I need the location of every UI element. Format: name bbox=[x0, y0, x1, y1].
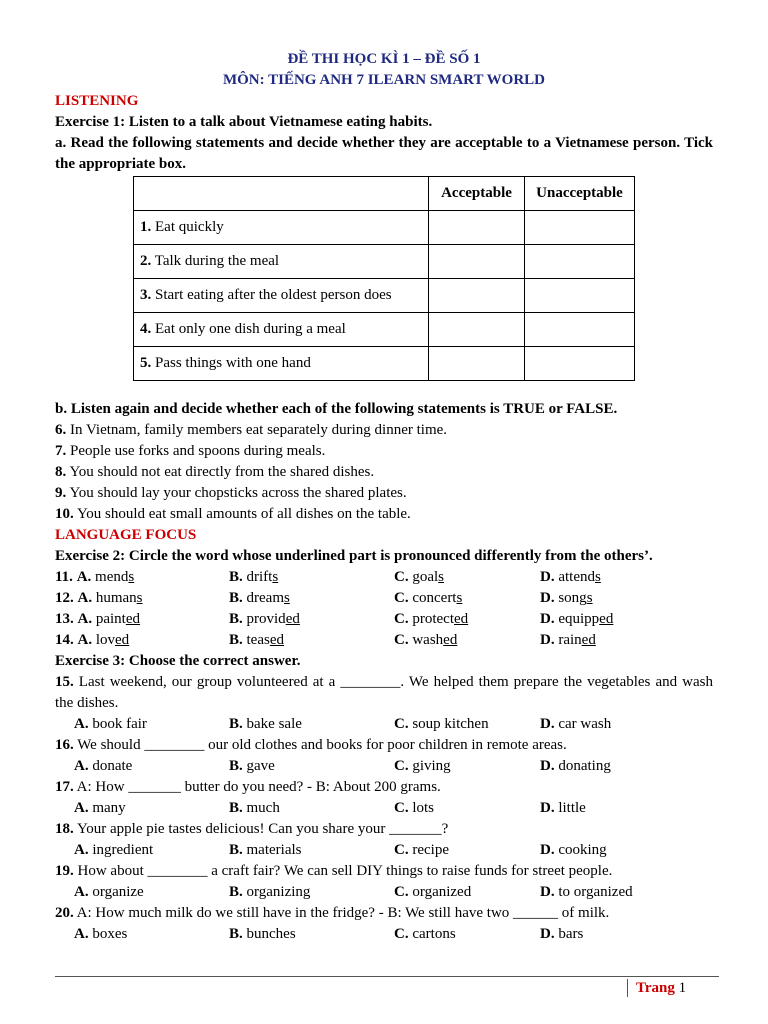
answer-option[interactable]: B. teased bbox=[229, 632, 285, 648]
answer-option[interactable]: D. little bbox=[540, 800, 586, 816]
unacceptable-box[interactable] bbox=[525, 211, 635, 245]
question-text: 20. A: How much milk do we still have in the fridge? - B: We still have two ______ of milk. bbox=[55, 905, 610, 921]
answer-row bbox=[55, 924, 713, 945]
answer-option[interactable]: C. soup kitchen bbox=[394, 716, 489, 732]
tick-table-header bbox=[134, 177, 635, 211]
exercise-2-list bbox=[55, 567, 713, 651]
answer-option[interactable]: D. to organized bbox=[540, 884, 633, 900]
exam-page bbox=[55, 0, 713, 945]
answer-row bbox=[55, 798, 713, 819]
answer-option[interactable]: C. goals bbox=[394, 569, 445, 585]
header-acceptable: Acceptable bbox=[429, 177, 525, 211]
unacceptable-box[interactable] bbox=[525, 313, 635, 347]
statement-item: 6. In Vietnam, family members eat separately during dinner time. bbox=[55, 422, 448, 438]
exercise-1b-instruction: b. Listen again and decide whether each of the following statements is TRUE or FALSE. bbox=[55, 401, 618, 417]
answer-option[interactable]: 13. A. painted bbox=[55, 611, 141, 627]
answer-option[interactable]: C. protected bbox=[394, 611, 469, 627]
answer-option[interactable]: A. book fair bbox=[74, 716, 147, 732]
exercise-3-title: Exercise 3: Choose the correct answer. bbox=[55, 653, 301, 669]
page-number: Trang 1 bbox=[636, 980, 687, 996]
statement-cell: 3. Start eating after the oldest person does bbox=[134, 279, 429, 313]
acceptable-box[interactable] bbox=[429, 347, 525, 381]
answer-option[interactable]: D. bars bbox=[540, 926, 584, 942]
answer-option[interactable]: D. car wash bbox=[540, 716, 612, 732]
answer-option[interactable]: A. many bbox=[74, 800, 126, 816]
question-text: 16. We should ________ our old clothes and books for poor children in remote areas. bbox=[55, 737, 567, 753]
footer-marker bbox=[627, 979, 628, 997]
unacceptable-box[interactable] bbox=[525, 347, 635, 381]
acceptable-box[interactable] bbox=[429, 313, 525, 347]
answer-option[interactable]: 11. A. mends bbox=[55, 569, 135, 585]
statement-cell: 2. Talk during the meal bbox=[134, 245, 429, 279]
answer-option[interactable]: D. rained bbox=[540, 632, 596, 648]
answer-option[interactable]: B. provided bbox=[229, 611, 300, 627]
unacceptable-box[interactable] bbox=[525, 245, 635, 279]
answer-option[interactable]: A. organize bbox=[74, 884, 144, 900]
exercise-3-list bbox=[55, 672, 713, 945]
question-text: 19. How about ________ a craft fair? We can sell DIY things to raise funds for street people. bbox=[55, 863, 613, 879]
answer-row bbox=[55, 882, 713, 903]
answer-option[interactable]: 12. A. humans bbox=[55, 590, 143, 606]
question-row bbox=[55, 609, 713, 630]
answer-option[interactable]: A. ingredient bbox=[74, 842, 154, 858]
table-row bbox=[134, 279, 635, 313]
question-text: 18. Your apple pie tastes delicious! Can you share your _______? bbox=[55, 821, 449, 837]
tick-table bbox=[133, 176, 635, 381]
answer-option[interactable]: B. organizing bbox=[229, 884, 311, 900]
exercise-2-title: Exercise 2: Circle the word whose underlined part is pronounced differently from the others’. bbox=[55, 548, 653, 564]
answer-option[interactable]: D. attends bbox=[540, 569, 601, 585]
exercise-1-title: Exercise 1: Listen to a talk about Vietnamese eating habits. bbox=[55, 114, 433, 130]
question-row bbox=[55, 588, 713, 609]
answer-option[interactable]: C. lots bbox=[394, 800, 435, 816]
answer-option[interactable]: 14. A. loved bbox=[55, 632, 130, 648]
answer-option[interactable]: B. bake sale bbox=[229, 716, 302, 732]
answer-option[interactable]: C. giving bbox=[394, 758, 451, 774]
question-text: 17. A: How _______ butter do you need? - B: About 200 grams. bbox=[55, 779, 441, 795]
answer-row bbox=[55, 756, 713, 777]
acceptable-box[interactable] bbox=[429, 211, 525, 245]
table-row bbox=[134, 313, 635, 347]
question-row bbox=[55, 567, 713, 588]
answer-option[interactable]: D. equipped bbox=[540, 611, 614, 627]
answer-option[interactable]: C. recipe bbox=[394, 842, 449, 858]
question-text: 15. Last weekend, our group volunteered at a ________. We helped them prepare the vegetables and wash the dishes. bbox=[55, 674, 713, 711]
statement-item: 9. You should lay your chopsticks across the shared plates. bbox=[55, 485, 407, 501]
exercise-1a-instruction: a. Read the following statements and decide whether they are acceptable to a Vietnamese person. Tick the appropriate box. bbox=[55, 135, 713, 172]
unacceptable-box[interactable] bbox=[525, 279, 635, 313]
answer-option[interactable]: C. concerts bbox=[394, 590, 463, 606]
statement-cell: 5. Pass things with one hand bbox=[134, 347, 429, 381]
answer-option[interactable]: D. donating bbox=[540, 758, 611, 774]
statement-item: 8. You should not eat directly from the shared dishes. bbox=[55, 464, 375, 480]
exam-title: ĐỀ THI HỌC KÌ 1 – ĐỀ SỐ 1 bbox=[287, 51, 481, 67]
answer-option[interactable]: B. dreams bbox=[229, 590, 290, 606]
language-focus-heading: LANGUAGE FOCUS bbox=[55, 527, 197, 543]
answer-option[interactable]: A. boxes bbox=[74, 926, 128, 942]
question-row bbox=[55, 630, 713, 651]
header-statement bbox=[134, 177, 429, 211]
listening-heading: LISTENING bbox=[55, 93, 139, 109]
answer-option[interactable]: A. donate bbox=[74, 758, 133, 774]
exam-subject: MÔN: TIẾNG ANH 7 ILEARN SMART WORLD bbox=[222, 72, 546, 88]
header-unacceptable: Unacceptable bbox=[525, 177, 635, 211]
answer-option[interactable]: C. cartons bbox=[394, 926, 456, 942]
answer-row bbox=[55, 714, 713, 735]
answer-option[interactable]: B. much bbox=[229, 800, 280, 816]
statement-cell: 4. Eat only one dish during a meal bbox=[134, 313, 429, 347]
answer-option[interactable]: B. bunches bbox=[229, 926, 296, 942]
answer-option[interactable]: B. materials bbox=[229, 842, 302, 858]
statement-item: 7. People use forks and spoons during meals. bbox=[55, 443, 326, 459]
answer-option[interactable]: D. songs bbox=[540, 590, 593, 606]
table-row bbox=[134, 347, 635, 381]
answer-option[interactable]: C. washed bbox=[394, 632, 458, 648]
footer-divider bbox=[55, 976, 719, 977]
answer-option[interactable]: B. gave bbox=[229, 758, 275, 774]
table-row bbox=[134, 211, 635, 245]
statement-cell: 1. Eat quickly bbox=[134, 211, 429, 245]
acceptable-box[interactable] bbox=[429, 279, 525, 313]
acceptable-box[interactable] bbox=[429, 245, 525, 279]
answer-row bbox=[55, 840, 713, 861]
statement-item: 10. You should eat small amounts of all dishes on the table. bbox=[55, 506, 411, 522]
answer-option[interactable]: D. cooking bbox=[540, 842, 607, 858]
answer-option[interactable]: C. organized bbox=[394, 884, 472, 900]
table-row bbox=[134, 245, 635, 279]
answer-option[interactable]: B. drifts bbox=[229, 569, 279, 585]
